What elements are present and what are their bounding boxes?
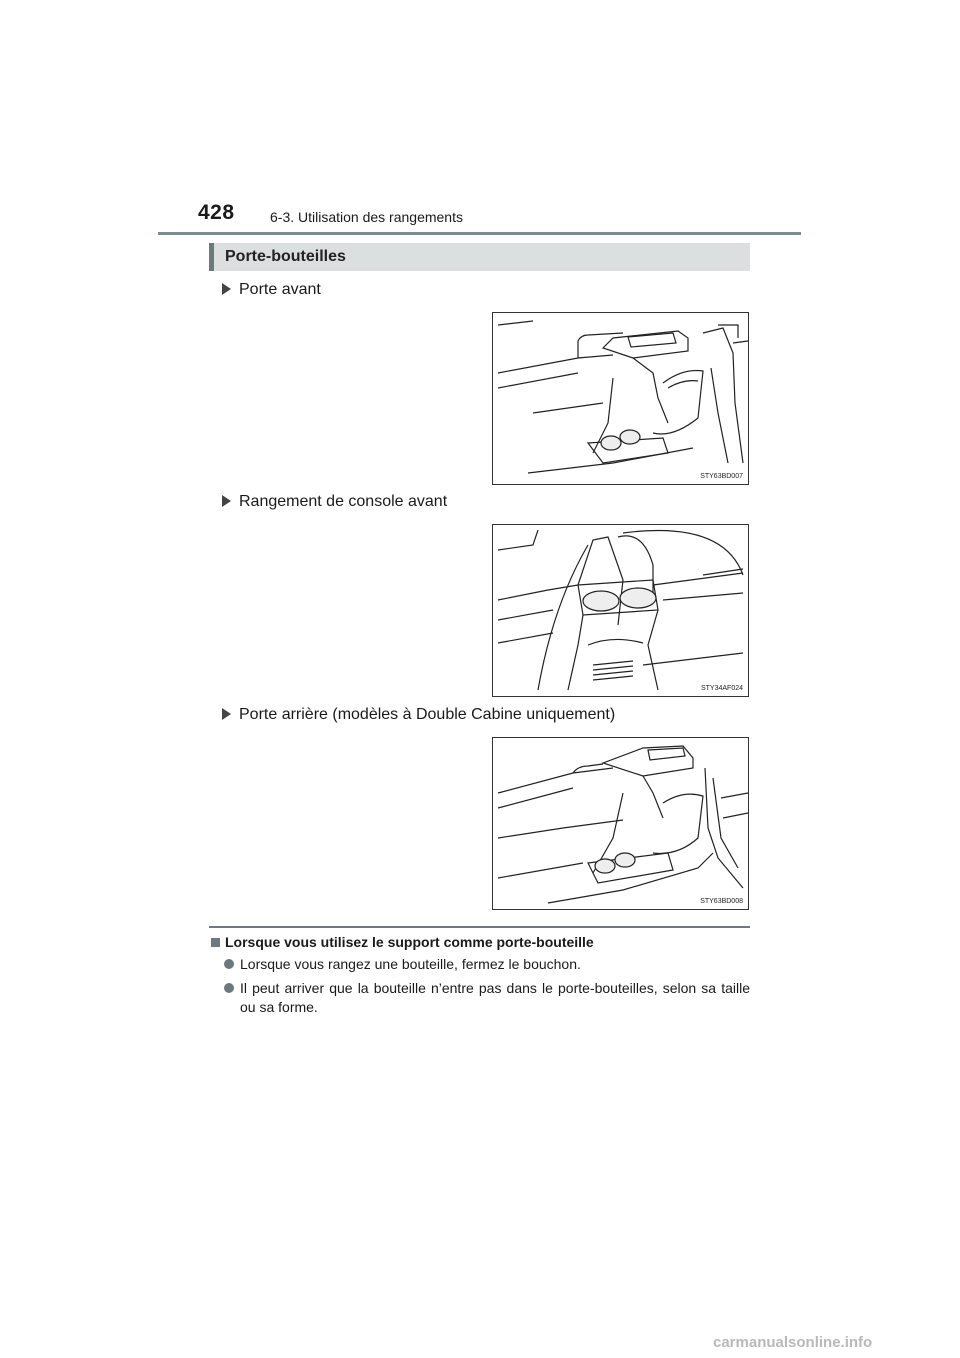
header-rule [158,232,801,235]
section-header: 6-3. Utilisation des rangements [270,209,463,225]
triangle-arrow-icon [222,708,231,720]
square-bullet-icon [211,938,220,947]
page-number: 428 [198,201,235,224]
figure-code: STY34AF024 [700,685,743,692]
figure-code: STY63BD008 [700,898,743,905]
title-bar [209,243,750,271]
circle-bullet-icon [224,959,234,969]
note-bullet [222,979,750,1017]
watermark: carmanualsonline.info [713,1334,873,1351]
page-title: Porte-bouteilles [225,248,346,265]
note-bullet-text: Lorsque vous rangez une bouteille, fermez le bouchon. [240,956,581,972]
illustration-rear-door [492,737,749,910]
illustration-front-door [492,312,749,485]
item-label-text: Porte arrière (modèles à Double Cabine uniquement) [239,706,616,723]
note-heading [211,934,594,950]
note-heading-text: Lorsque vous utilisez le support comme porte-bouteille [225,934,594,950]
item-label-text: Porte avant [239,281,321,298]
item-label-front-door [222,281,321,299]
item-label-rear-door [222,706,615,724]
triangle-arrow-icon [222,495,231,507]
figure-code: STY63BD007 [700,473,743,480]
circle-bullet-icon [224,983,234,993]
note-bullet [222,955,750,974]
section-divider [209,926,750,928]
item-label-text: Rangement de console avant [239,493,448,510]
note-bullet-text: Il peut arriver que la bouteille n’entre pas dans le porte-bouteilles, selon sa taille ou sa forme. [240,980,750,1015]
triangle-arrow-icon [222,283,231,295]
illustration-console [492,524,749,697]
item-label-console [222,493,447,511]
